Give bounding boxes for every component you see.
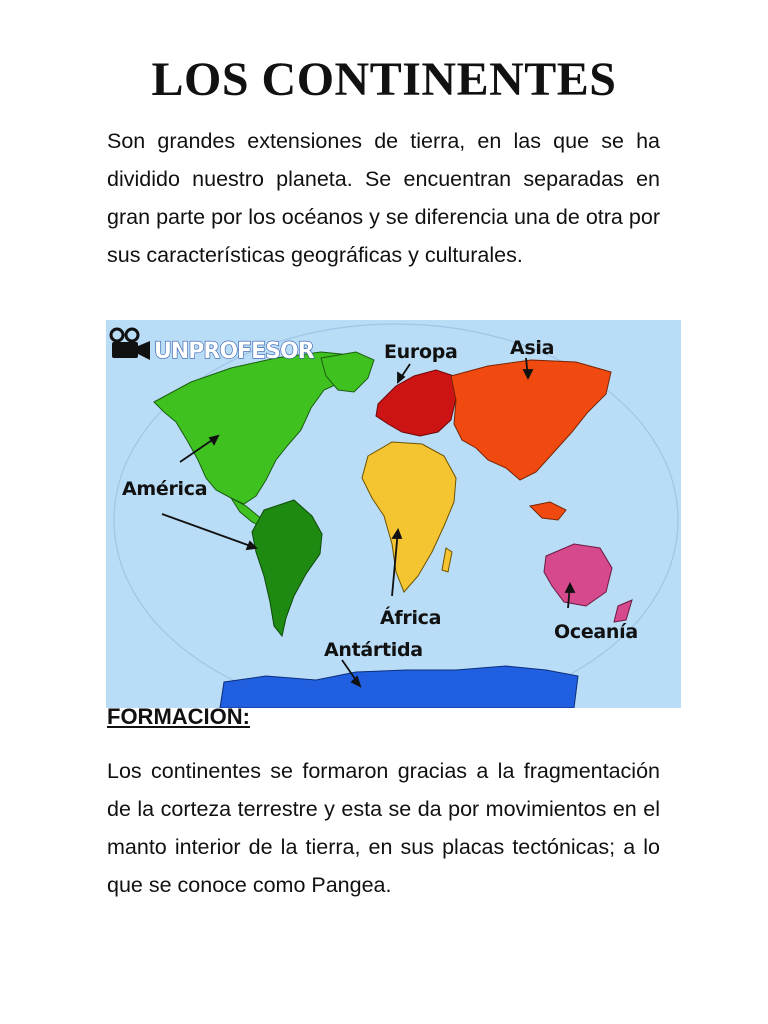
page-title: LOS CONTINENTES <box>151 53 617 106</box>
southeast-asia-shape <box>530 502 566 520</box>
australia-shape <box>544 544 612 606</box>
label-antartida: Antártida <box>324 639 423 661</box>
world-map-svg <box>106 320 681 708</box>
label-europa: Europa <box>384 341 458 363</box>
antarctica-shape <box>220 666 578 708</box>
camera-reel-icon-2 <box>126 329 138 341</box>
asia-shape <box>451 360 611 480</box>
unprofesor-logo <box>111 329 315 364</box>
arrow-america-south <box>162 514 256 548</box>
camera-reel-icon <box>111 329 123 341</box>
europe-shape <box>376 370 456 436</box>
label-america: América <box>122 478 208 500</box>
camera-lens-icon <box>138 341 150 360</box>
new-zealand-shape <box>614 600 632 622</box>
formation-paragraph: Los continentes se formaron gracias a la fragmentación de la corteza terrestre y esta se da por movimientos en el manto interior de la tierra, en sus placas tectónicas; a lo que se conoce como Pangea. <box>107 759 660 897</box>
camera-body-icon <box>112 342 138 358</box>
label-asia: Asia <box>510 337 555 359</box>
label-africa: África <box>380 607 442 629</box>
intro-paragraph: Son grandes extensiones de tierra, en las que se ha dividido nuestro planeta. Se encuentran separadas en gran parte por los océanos y se diferencia una de otra por sus características geográficas y culturales. <box>107 129 660 267</box>
section-heading: FORMACION: <box>107 704 250 729</box>
label-oceania: Oceanía <box>554 621 638 643</box>
south-america-shape <box>252 500 322 636</box>
world-map <box>106 320 681 708</box>
madagascar-shape <box>442 548 452 572</box>
brand-text: UNPROFESOR <box>154 339 314 364</box>
